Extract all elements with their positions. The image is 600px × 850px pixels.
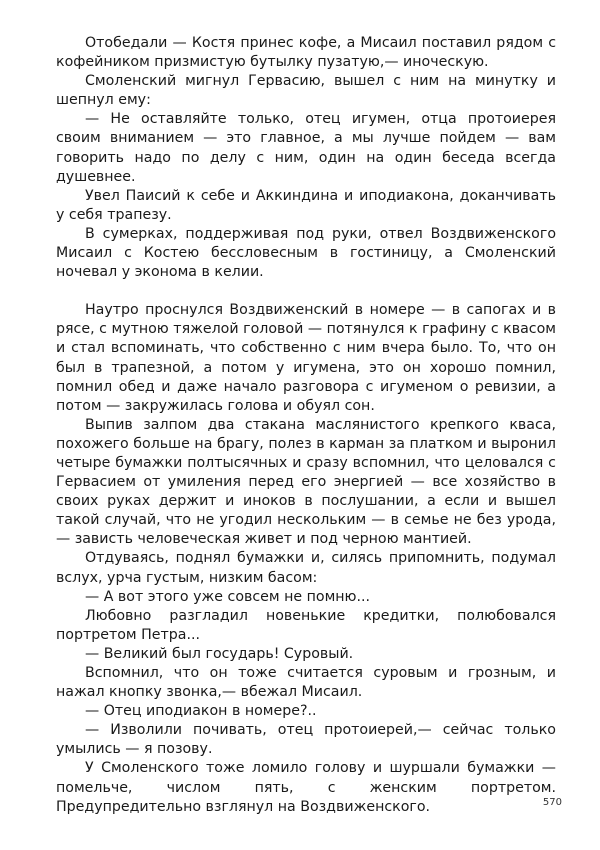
paragraph: Увел Паисий к себе и Аккиндина и иподиакона, доканчивать у себя трапезу. xyxy=(56,187,556,223)
paragraph: Выпив залпом два стакана маслянистого крепкого кваса, похожего больше на брагу, полез в карман за платком и выронил четыре бумажки полтысячных и сразу вспомнил, что целовался с Гервасием от умиления перед его энергией — все хозяйство в своих руках держит и иноков в послушании, а если и вышел такой случай, что не угодил нескольким — в семье не без урода,— зависть человеческая живет и под черною мантией. xyxy=(56,416,556,548)
page-text xyxy=(56,34,556,817)
paragraph: Любовно разгладил новенькие кредитки, полюбовался портретом Петра... xyxy=(56,607,556,643)
paragraph: — Изволили почивать, отец протоиерей,— сейчас только умылись — я позову. xyxy=(56,722,556,758)
paragraph: Отдуваясь, поднял бумажки и, силясь припомнить, подумал вслух, урча густым, низким басом: xyxy=(56,550,556,586)
paragraph: Вспомнил, что он тоже считается суровым и грозным, и нажал кнопку звонка,— вбежал Мисаил. xyxy=(56,665,556,701)
paragraph: Наутро проснулся Воздвиженский в номере — в сапогах и в рясе, с мутною тяжелой головой — потянулся к графину с квасом и стал вспоминать, что собственно с ним вчера было. То, что он был в трапезной, а потом у игумена, это он хорошо помнил, помнил обед и даже начало разговора с игуменом о ревизии, а потом — закружилась голова и обуял сон. xyxy=(56,302,556,414)
paragraph: У Смоленского тоже ломило голову и шуршали бумажки — помельче, числом пять, с женским портретом. Предупредительно взглянул на Воздвиженского. xyxy=(56,760,556,815)
paragraph: — Отец иподиакон в номере?.. xyxy=(85,703,317,720)
paragraph: — Не оставляйте только, отец игумен, отца протоиерея своим вниманием — это главное, а мы лучше пойдем — вам говорить надо по делу с ним, один на один беседа всегда душевнее. xyxy=(56,111,556,185)
paragraph: В сумерках, поддерживая под руки, отвел Воздвиженского Мисаил с Костею бессловесным в гостиницу, а Смоленский ночевал у эконома в келии. xyxy=(56,225,556,281)
page-number: 570 xyxy=(542,797,562,808)
paragraph: Смоленский мигнул Гервасию, вышел с ним на минутку и шепнул ему: xyxy=(56,73,556,109)
paragraph: — Великий был государь! Суровый. xyxy=(85,645,354,662)
paragraph: Отобедали — Костя принес кофе, а Мисаил поставил рядом с кофейником призмистую бутылку пузатую,— иноческую. xyxy=(56,35,556,71)
paragraph: — А вот этого уже совсем не помню... xyxy=(85,588,371,605)
